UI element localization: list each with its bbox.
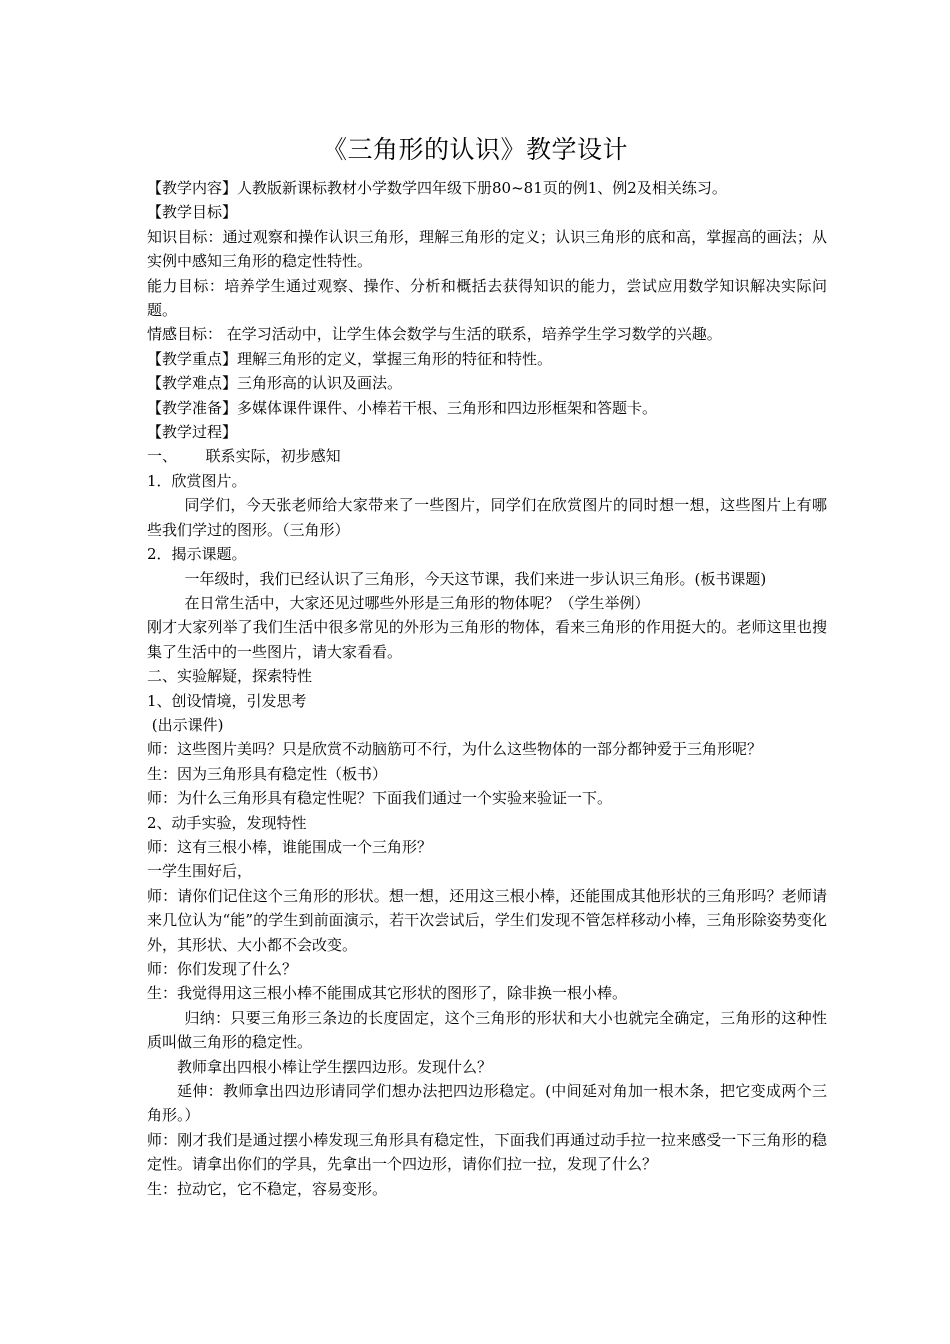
paragraph-intro-pictures: 同学们，今天张老师给大家带来了一些图片，同学们在欣赏图片的同时想一想，这些图片上有哪些我们学过的图形。（三角形） — [147, 496, 827, 539]
paragraph-teaching-content: 【教学内容】人教版新课标教材小学数学四年级下册80~81页的例1、例2及相关练习。 — [147, 179, 727, 197]
dialogue-line: 师：这些图片美吗？只是欣赏不动脑筋可不行，为什么这些物体的一部分都钟爱于三角形呢？ — [147, 740, 763, 759]
paragraph-preparation: 【教学准备】多媒体课件课件、小棒若干根、三角形和四边形框架和答题卡。 — [147, 398, 658, 417]
paragraph-difficult-point: 【教学难点】三角形高的认识及画法。 — [147, 374, 403, 393]
dialogue-line: 师：刚才我们是通过摆小棒发现三角形具有稳定性，下面我们再通过动手拉一拉来感受一下三角形的稳定性。请拿出你们的学具，先拿出一个四边形，请你们拉一拉，发现了什么？ — [147, 1130, 827, 1174]
paragraph-examples: 刚才大家列举了我们生活中很多常见的外形为三角形的物体，看来三角形的作用挺大的。老师这里也搜集了生活中的一些图片，请大家看看。 — [147, 618, 827, 661]
dialogue-line: 师：请你们记住这个三角形的形状。想一想，还用这三根小棒，还能围成其他形状的三角形吗？老师请来几位认为“能”的学生到前面演示，若干次尝试后，学生们发现不管怎样移动小棒，三角形除姿势变化外，其形状、大小都不会改变。 — [147, 886, 827, 954]
paragraph-extension: 延伸：教师拿出四边形请同学们想办法把四边形稳定。(中间延对角加一根木条，把它变成两个三角形。） — [147, 1082, 827, 1125]
dialogue-line: 生：拉动它，它不稳定，容易变形。 — [147, 1179, 388, 1198]
step-heading-2-2: 2、动手实验，发现特性 — [147, 813, 307, 832]
dialogue-line: 生：我觉得用这三根小棒不能围成其它形状的图形了，除非换一根小棒。 — [147, 984, 628, 1003]
section-heading-2: 二、实验解疑，探索特性 — [147, 667, 313, 686]
paragraph-quadrilateral: 教师拿出四根小棒让学生摆四边形。发现什么？ — [177, 1057, 493, 1076]
paragraph-student-done: 一学生围好后， — [147, 862, 253, 881]
paragraph-summary: 归纳：只要三角形三条边的长度固定，这个三角形的形状和大小也就完全确定，三角形的这种性质叫做三角形的稳定性。 — [147, 1008, 827, 1052]
paragraph-emotion-goal: 情感目标： 在学习活动中，让学生体会数学与生活的联系，培养学生学习数学的兴趣。 — [147, 325, 722, 344]
paragraph-show-courseware: (出示课件) — [147, 715, 224, 734]
paragraph-daily-life: 在日常生活中，大家还见过哪些外形是三角形的物体呢？（学生举例） — [184, 593, 650, 612]
step-heading-1-1: 1．欣赏图片。 — [147, 471, 247, 490]
heading-teaching-goals: 【教学目标】 — [147, 203, 238, 222]
paragraph-reveal-topic: 一年级时，我们已经认识了三角形，今天这节课，我们来进一步认识三角形。(板书课题) — [184, 569, 767, 588]
paragraph-key-point: 【教学重点】理解三角形的定义，掌握三角形的特征和特性。 — [147, 349, 553, 368]
dialogue-line: 师：你们发现了什么？ — [147, 960, 298, 978]
dialogue-line: 生：因为三角形具有稳定性（板书） — [147, 764, 388, 783]
document-body — [147, 176, 827, 1201]
section-heading-1: 一、 联系实际，初步感知 — [147, 447, 341, 466]
dialogue-line: 师：这有三根小棒，谁能围成一个三角形？ — [147, 837, 433, 856]
document-title: 《三角形的认识》教学设计 — [321, 135, 628, 164]
paragraph-knowledge-goal: 知识目标：通过观察和操作认识三角形，理解三角形的定义；认识三角形的底和高，掌握高的画法；从实例中感知三角形的稳定性特性。 — [147, 227, 827, 271]
dialogue-line: 师：为什么三角形具有稳定性呢？下面我们通过一个实验来验证一下。 — [147, 789, 613, 808]
heading-teaching-process: 【教学过程】 — [147, 423, 238, 442]
step-heading-2-1: 1、创设情境，引发思考 — [147, 691, 307, 710]
paragraph-ability-goal: 能力目标：培养学生通过观察、操作、分析和概括去获得知识的能力，尝试应用数学知识解决实际问题。 — [147, 276, 827, 320]
step-heading-1-2: 2．揭示课题。 — [147, 545, 247, 564]
